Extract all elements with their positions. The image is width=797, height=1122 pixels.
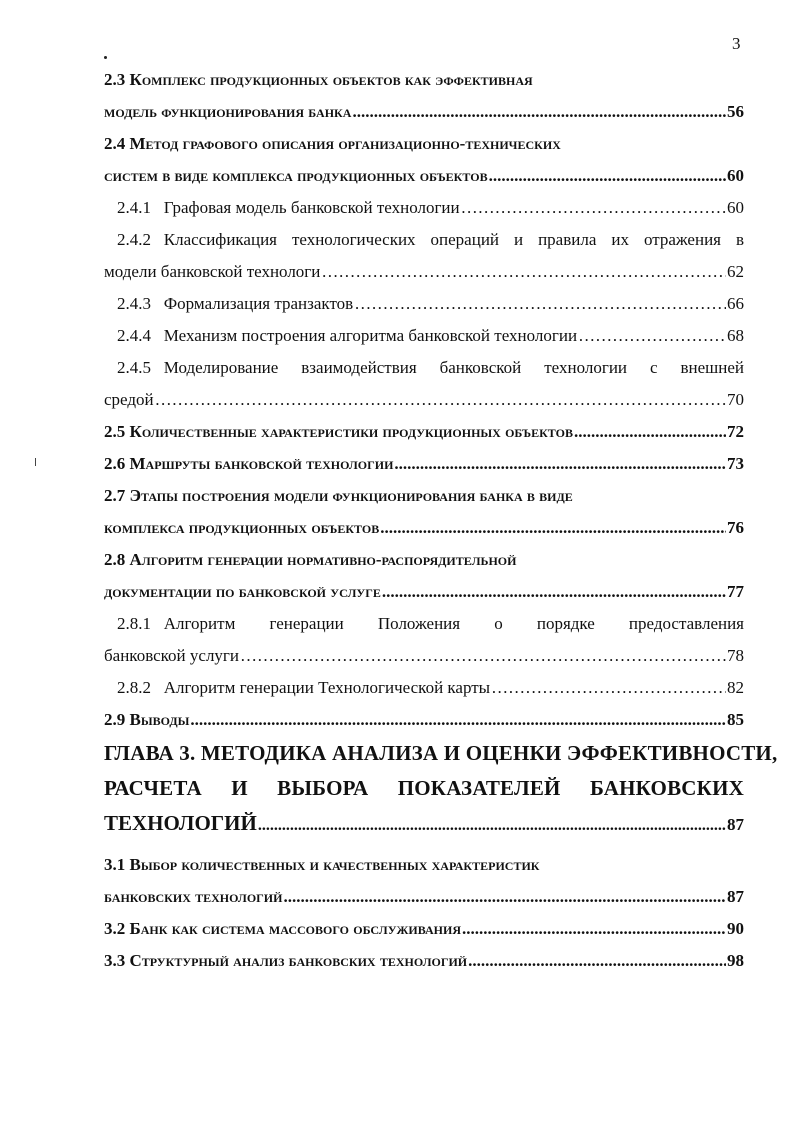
toc-entry-title: 2.6 Маршруты банковской технологии — [104, 454, 394, 473]
scan-artifact — [104, 56, 107, 59]
dot-leader — [382, 576, 726, 608]
dot-leader — [380, 512, 726, 544]
toc-entry-title: Классификация технологических операций и правила их отражения в — [163, 230, 744, 249]
toc-page-number: 73 — [727, 454, 744, 473]
toc-page-number: 60 — [727, 166, 744, 185]
toc-page-number: 56 — [727, 102, 744, 121]
toc-entry-number: 2.4.1 — [117, 198, 151, 217]
dot-leader — [461, 192, 726, 224]
toc-entry-number: 2.8.2 — [117, 678, 151, 697]
toc-entry-title: модель функционирования банка — [104, 102, 352, 121]
toc-entry-number: 2.4.2 — [117, 230, 151, 249]
toc-entry-title: 3.1 Выбор количественных и качественных характеристик — [104, 855, 540, 874]
toc-entry-title: банковской услуги — [104, 646, 240, 665]
toc-page-number: 82 — [727, 678, 744, 697]
toc-page-number: 70 — [727, 390, 744, 409]
toc-entry-2-4 — [104, 128, 744, 192]
toc-entry-3-3 — [104, 945, 744, 977]
dot-leader — [155, 384, 726, 416]
toc-entry-title: Графовая модель банковской технологии — [163, 198, 460, 217]
toc-entry-title: 3.2 Банк как система массового обслуживания — [104, 919, 461, 938]
toc-entry-2-7 — [104, 480, 744, 544]
toc-entry-title: комплекса продукционных объектов — [104, 518, 380, 537]
toc-page-number: 72 — [727, 422, 744, 441]
toc-entry-2-3 — [104, 64, 744, 128]
toc-entry-number: 2.4.5 — [117, 358, 151, 377]
toc-page-number: 66 — [727, 294, 744, 313]
chapter-title: ГЛАВА 3. МЕТОДИКА АНАЛИЗА И ОЦЕНКИ ЭФФЕКТИВНОСТИ, — [104, 741, 778, 765]
dot-leader — [468, 945, 726, 977]
toc-page-number: 60 — [727, 198, 744, 217]
toc-entry-title: Алгоритм генерации Технологической карты — [163, 678, 491, 697]
toc-entry-2-4-5 — [104, 352, 744, 416]
toc-entry-title: Механизм построения алгоритма банковской технологии — [163, 326, 578, 345]
dot-leader — [489, 160, 726, 192]
toc-entry-2-9 — [104, 704, 744, 736]
toc-entry-title: 2.7 Этапы построения модели функционирования банка в виде — [104, 486, 573, 505]
toc-entry-title: модели банковской технологи — [104, 262, 321, 281]
table-of-contents — [104, 64, 778, 977]
toc-entry-title: 2.3 Комплекс продукционных объектов как эффективная — [104, 70, 533, 89]
toc-entry-2-8-1 — [104, 608, 744, 672]
toc-entry-title: средой — [104, 390, 154, 409]
dot-leader — [283, 881, 726, 913]
toc-entry-title: 3.3 Структурный анализ банковских технологий — [104, 951, 468, 970]
toc-entry-number: 2.4.4 — [117, 326, 151, 345]
toc-page-number: 76 — [727, 518, 744, 537]
toc-entry-title: Формализация транзактов — [163, 294, 354, 313]
toc-entry-2-8-2 — [104, 672, 744, 704]
toc-page-number: 68 — [727, 326, 744, 345]
dot-leader — [354, 288, 726, 320]
toc-chapter-3 — [104, 736, 778, 841]
toc-page-number: 77 — [727, 582, 744, 601]
toc-page-number: 90 — [727, 919, 744, 938]
chapter-title: РАСЧЕТА И ВЫБОРА ПОКАЗАТЕЛЕЙ БАНКОВСКИХ — [104, 776, 744, 800]
toc-entry-title: Моделирование взаимодействия банковской технологии с внешней — [163, 358, 744, 377]
dot-leader — [491, 672, 726, 704]
toc-entry-2-4-1 — [104, 192, 744, 224]
dot-leader — [352, 96, 726, 128]
page-number: 3 — [732, 34, 741, 53]
dot-leader — [240, 640, 726, 672]
dot-leader — [258, 808, 726, 843]
toc-entry-2-6 — [104, 448, 744, 480]
toc-entry-title: банковских технологий — [104, 887, 283, 906]
dot-leader — [574, 416, 726, 448]
toc-entry-title: Алгоритм генерации Положения о порядке предоставления — [163, 614, 744, 633]
toc-entry-3-1 — [104, 849, 744, 913]
toc-page-number: 87 — [727, 887, 744, 906]
toc-entry-2-5 — [104, 416, 744, 448]
dot-leader — [321, 256, 726, 288]
toc-entry-title: документации по банковской услуге — [104, 582, 381, 601]
toc-page-number: 85 — [727, 710, 744, 729]
toc-entry-2-4-4 — [104, 320, 744, 352]
toc-entry-title: 2.4 Метод графового описания организационно-технических — [104, 134, 561, 153]
toc-page-number: 78 — [727, 646, 744, 665]
toc-entry-number: 2.8.1 — [117, 614, 151, 633]
toc-entry-title: 2.8 Алгоритм генерации нормативно-распорядительной — [104, 550, 517, 569]
scan-artifact — [35, 458, 36, 466]
toc-entry-number: 2.4.3 — [117, 294, 151, 313]
dot-leader — [394, 448, 726, 480]
toc-entry-title: 2.9 Выводы — [104, 710, 190, 729]
toc-entry-title: систем в виде комплекса продукционных объектов — [104, 166, 488, 185]
toc-entry-2-4-2 — [104, 224, 744, 288]
toc-entry-3-2 — [104, 913, 744, 945]
toc-page-number: 62 — [727, 262, 744, 281]
toc-page-number: 98 — [727, 951, 744, 970]
toc-entry-2-8 — [104, 544, 744, 608]
chapter-title: ТЕХНОЛОГИЙ — [104, 811, 257, 835]
toc-entry-2-4-3 — [104, 288, 744, 320]
dot-leader — [190, 704, 726, 736]
toc-entry-title: 2.5 Количественные характеристики продукционных объектов — [104, 422, 573, 441]
dot-leader — [578, 320, 726, 352]
dot-leader — [462, 913, 726, 945]
toc-page-number: 87 — [727, 815, 744, 834]
